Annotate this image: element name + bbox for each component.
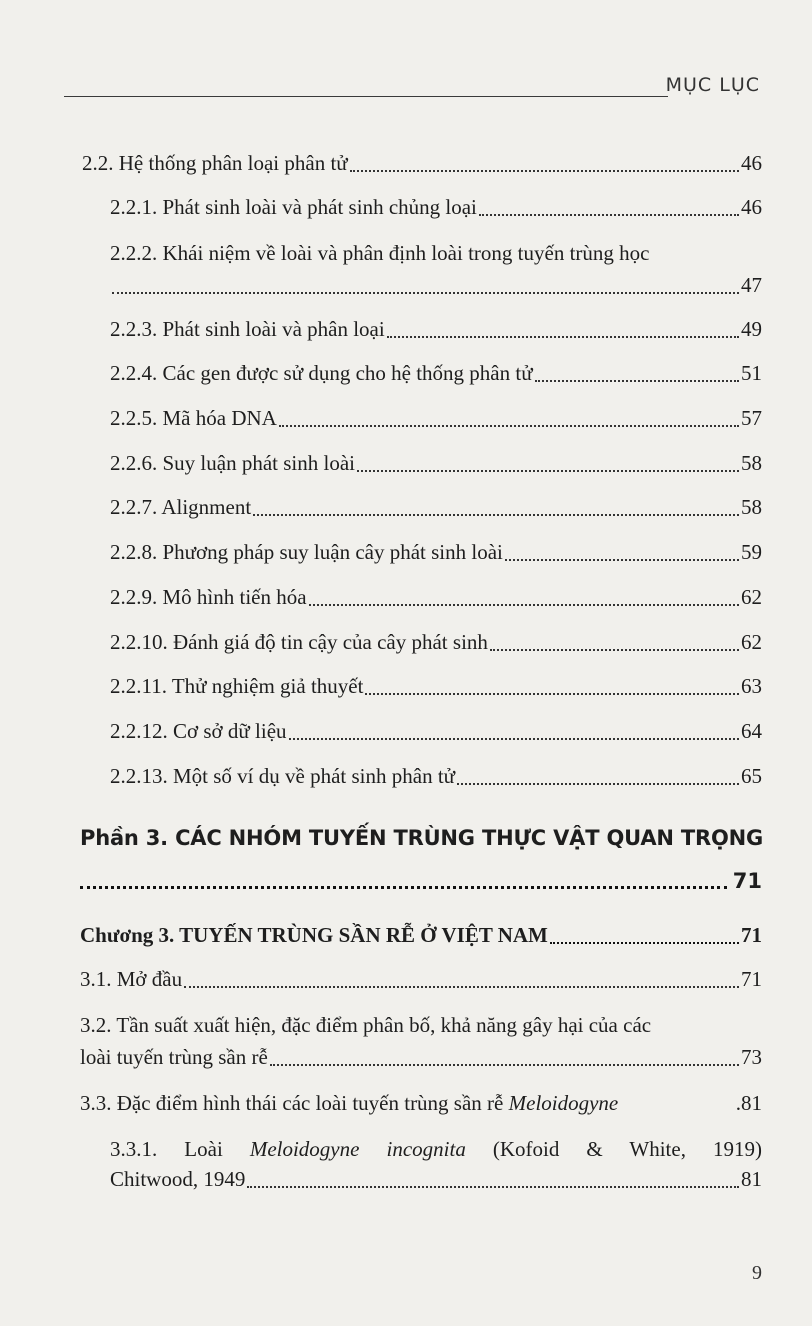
part-page: 71 xyxy=(732,869,762,893)
toc-entry-continuation: Chitwood, 1949 81 xyxy=(110,1167,762,1191)
chapter-entry: Chương 3. TUYẾN TRÙNG SẦN RỄ Ở VIỆT NAM 71 xyxy=(80,923,762,947)
toc-entry: 2.2.12. Cơ sở dữ liệu 64 xyxy=(110,719,762,743)
toc-entry: 2.2.7. Alignment 58 xyxy=(110,495,762,519)
toc-entry-continuation: 47 xyxy=(110,270,762,300)
page-number: 9 xyxy=(752,1262,762,1284)
toc-entry: 3.1. Mở đầu 71 xyxy=(80,967,762,991)
toc-entry: 2.2.5. Mã hóa DNA 57 xyxy=(110,406,762,430)
header-title: MỤC LỤC xyxy=(665,74,760,96)
toc-entry: 3.3. Đặc điểm hình thái các loài tuyến trùng sần rễ Meloidogyne .81 xyxy=(80,1091,762,1115)
toc-entry: 2.2.6. Suy luận phát sinh loài 58 xyxy=(110,451,762,475)
header-rule xyxy=(64,96,668,97)
part-heading: Phần 3. CÁC NHÓM TUYẾN TRÙNG THỰC VẬT QUAN TRỌNG xyxy=(80,826,764,850)
toc-entry: 2.2.13. Một số ví dụ về phát sinh phân tử 65 xyxy=(110,764,762,788)
toc-entry: 2.2.1. Phát sinh loài và phát sinh chủng loại 46 xyxy=(110,195,762,219)
toc-entry: 2.2.4. Các gen được sử dụng cho hệ thống phân tử 51 xyxy=(110,361,762,385)
toc-entry: 2.2.8. Phương pháp suy luận cây phát sinh loài 59 xyxy=(110,540,762,564)
toc-entry: 2.2.10. Đánh giá độ tin cậy của cây phát sinh 62 xyxy=(110,630,762,654)
toc-entry-continuation: loài tuyến trùng sần rễ 73 xyxy=(80,1045,762,1069)
part-heading-page-row xyxy=(80,866,762,896)
toc-entry-line1: 3.3.1. Loài Meloidogyne incognita (Kofoid & White, 1919) xyxy=(110,1137,763,1161)
running-head xyxy=(64,74,760,98)
toc-entry: 2.2.9. Mô hình tiến hóa 62 xyxy=(110,585,762,609)
toc-entry-line1: 2.2.2. Khái niệm về loài và phân định loài trong tuyến trùng học xyxy=(110,241,650,265)
toc-entry-line1: 3.2. Tần suất xuất hiện, đặc điểm phân bố, khả năng gây hại của các xyxy=(80,1013,652,1037)
toc-entry: 2.2. Hệ thống phân loại phân tử 46 xyxy=(82,151,762,175)
toc-entry: 2.2.11. Thử nghiệm giả thuyết 63 xyxy=(110,674,762,698)
toc-entry: 2.2.3. Phát sinh loài và phân loại 49 xyxy=(110,317,762,341)
